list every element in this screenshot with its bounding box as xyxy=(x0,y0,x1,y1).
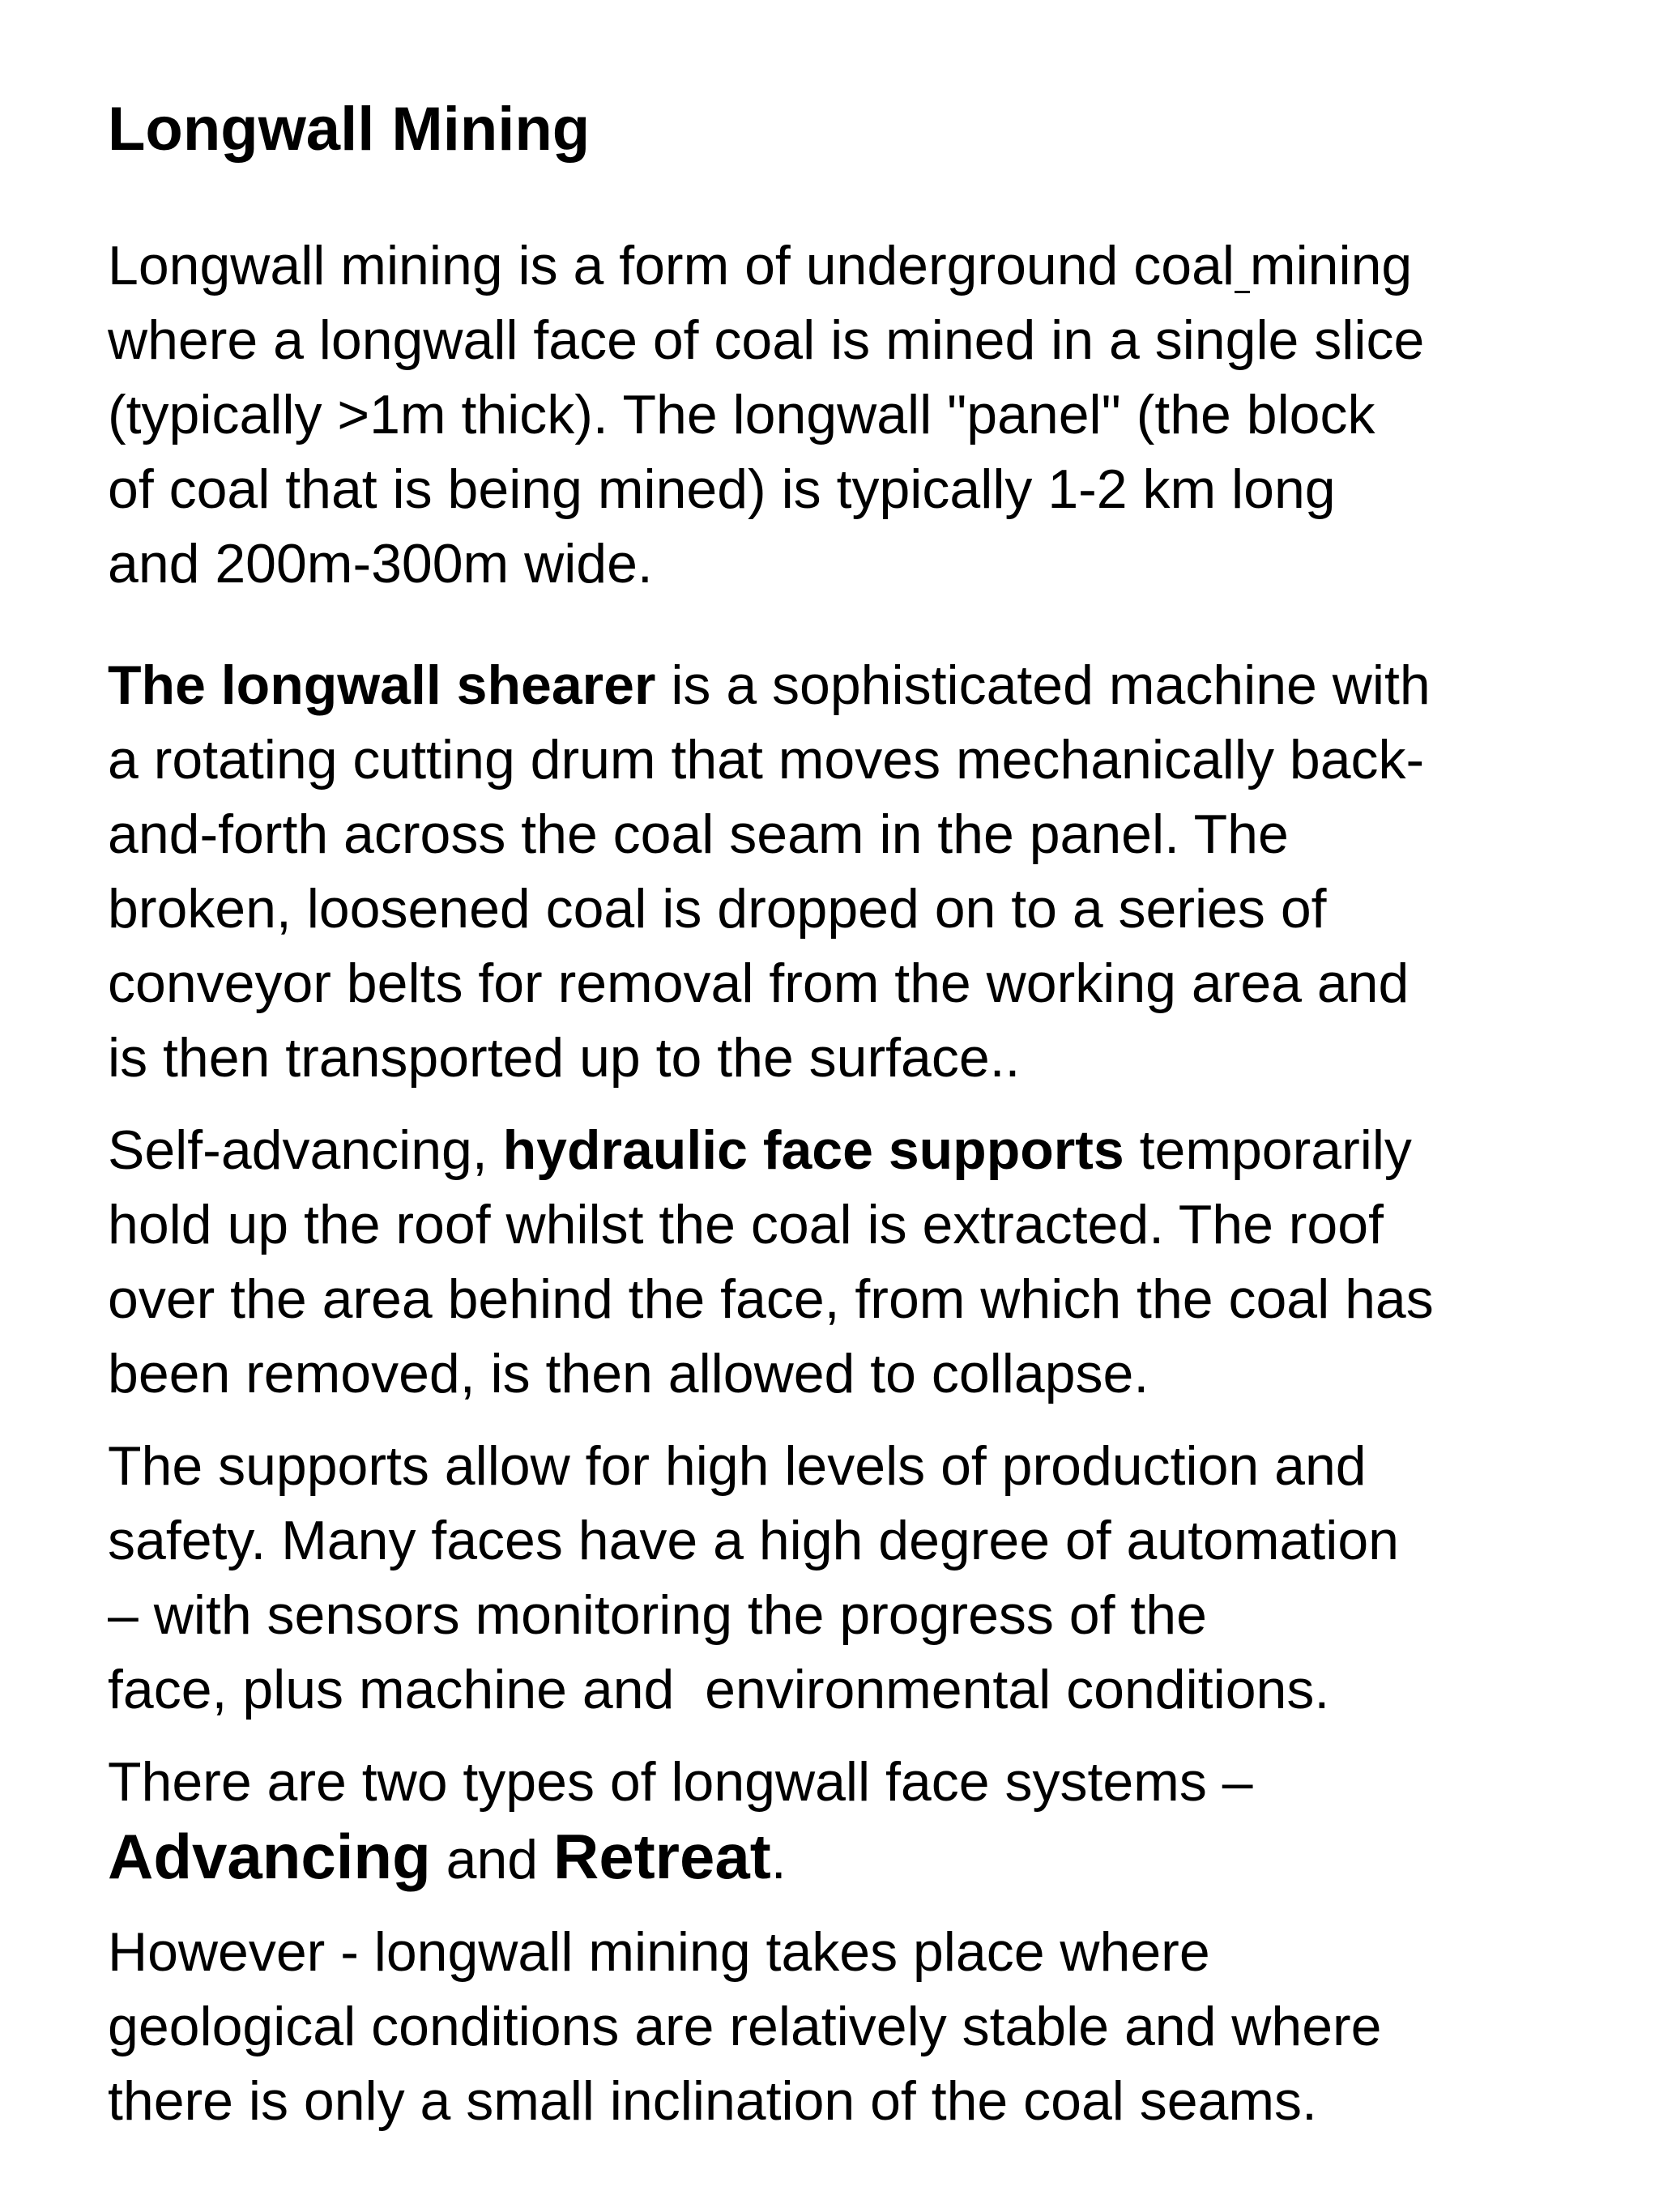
text-line: there is only a small inclination of the coal seams. xyxy=(108,2070,1317,2132)
document-page xyxy=(108,89,1614,2138)
text-span: mining xyxy=(1249,235,1413,296)
text-span: temporarily xyxy=(1124,1119,1412,1181)
text-line: There are two types of longwall face systems – xyxy=(108,1751,1253,1813)
shearer-paragraph xyxy=(108,648,1614,1095)
bold-term: Retreat xyxy=(552,1821,771,1892)
conditions-paragraph xyxy=(108,1915,1614,2138)
text-line: is then transported up to the surface.. xyxy=(108,1027,1021,1089)
bold-term: hydraulic face supports xyxy=(502,1119,1124,1181)
text-span: . xyxy=(770,1829,787,1890)
text-line: over the area behind the face, from which the coal has xyxy=(108,1268,1434,1330)
text-line xyxy=(108,1819,1614,1897)
text-line xyxy=(108,228,1614,303)
bold-term: Advancing xyxy=(108,1821,431,1892)
text-line: safety. Many faces have a high degree of automation xyxy=(108,1510,1399,1571)
text-line: face, plus machine and environmental conditions. xyxy=(108,1659,1330,1720)
text-line: and 200m-300m wide. xyxy=(108,533,653,595)
intro-paragraph xyxy=(108,228,1614,601)
text-line: geological conditions are relatively stable and where xyxy=(108,1996,1382,2057)
text-line: and-forth across the coal seam in the panel. The xyxy=(108,803,1289,865)
text-line: – with sensors monitoring the progress of the xyxy=(108,1584,1207,1646)
automation-paragraph xyxy=(108,1429,1614,1727)
text-span: is a sophisticated machine with xyxy=(655,654,1431,716)
supports-paragraph xyxy=(108,1113,1614,1411)
text-line: hold up the roof whilst the coal is extracted. The roof xyxy=(108,1194,1384,1255)
text-line: of coal that is being mined) is typically 1-2 km long xyxy=(108,458,1336,520)
bold-term: The longwall shearer xyxy=(108,654,656,716)
text-span: and xyxy=(430,1829,553,1890)
hyperlink-underline xyxy=(1235,235,1250,296)
text-line xyxy=(108,1113,1614,1187)
systems-paragraph xyxy=(108,1745,1614,1897)
text-line: broken, loosened coal is dropped on to a series of xyxy=(108,878,1327,940)
text-span: Longwall mining is a form of underground coal xyxy=(108,235,1235,296)
page-title: Longwall Mining xyxy=(108,95,591,164)
text-line: However - longwall mining takes place where xyxy=(108,1921,1210,1983)
text-line: conveyor belts for removal from the working area and xyxy=(108,953,1410,1014)
text-line: been removed, is then allowed to collapse. xyxy=(108,1343,1149,1404)
text-line: a rotating cutting drum that moves mechanically back- xyxy=(108,729,1425,791)
text-line xyxy=(108,648,1614,722)
text-line: where a longwall face of coal is mined in a single slice xyxy=(108,309,1425,371)
text-line: (typically >1m thick). The longwall "panel" (the block xyxy=(108,384,1375,445)
text-line: The supports allow for high levels of production and xyxy=(108,1435,1367,1497)
text-span: Self-advancing, xyxy=(108,1119,503,1181)
